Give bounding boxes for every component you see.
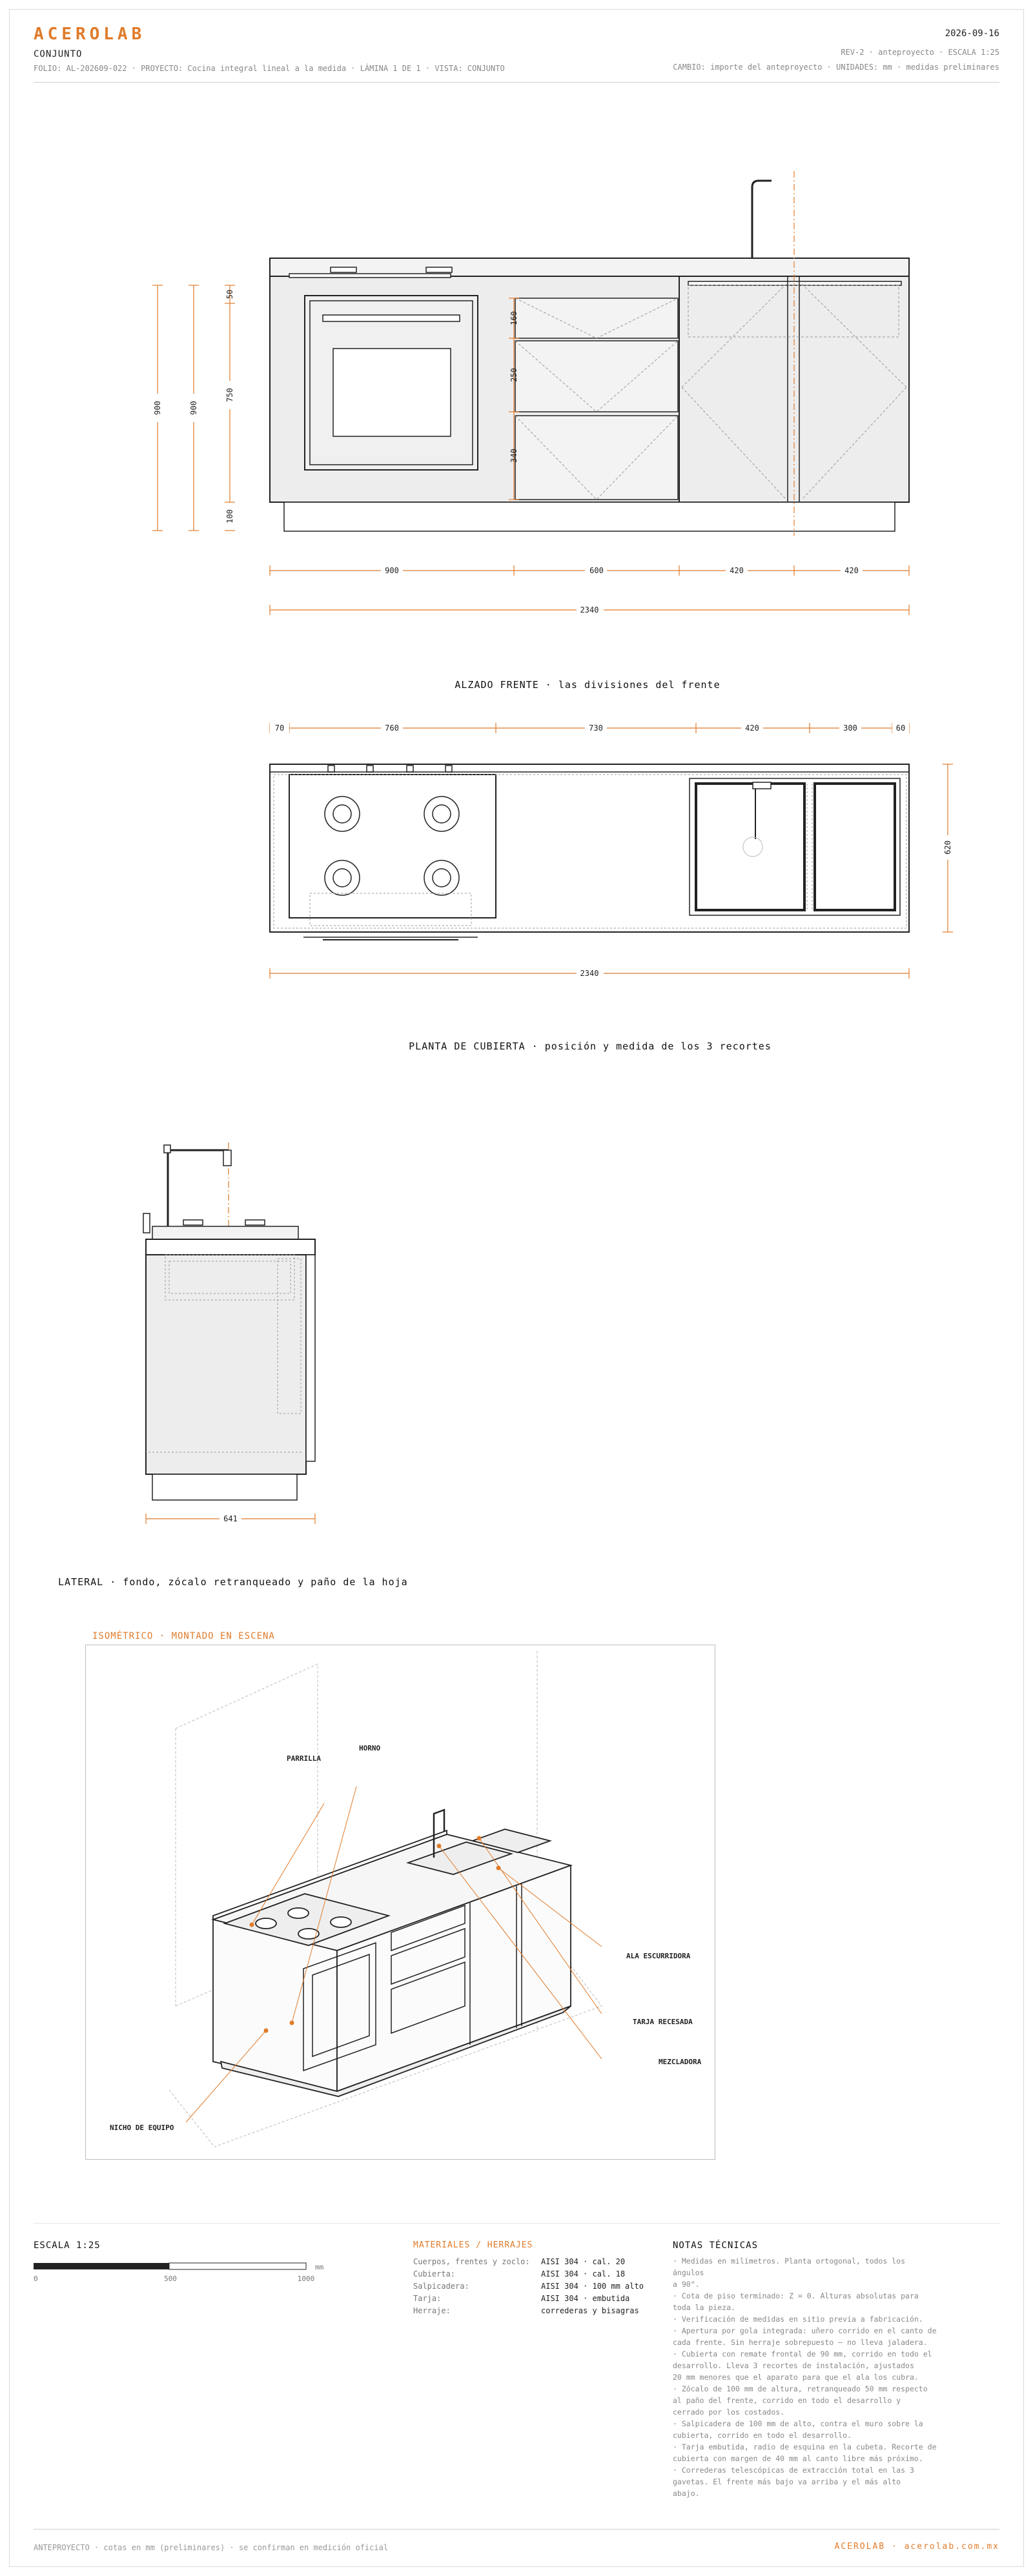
iso-label-parrilla: PARRILLA	[287, 1754, 321, 1763]
note-line: · Cota de piso terminado: Z = 0. Alturas absolutas para	[673, 2291, 919, 2300]
dim-drawer-340: 340	[509, 449, 518, 463]
plan-dim-total: 2340	[580, 969, 599, 978]
note-line: cubierta, corrido en todo el desarrollo.	[673, 2431, 852, 2440]
dim-height-50: 50	[225, 289, 234, 299]
plan-dim-300: 300	[843, 724, 857, 733]
note-line: · Zócalo de 100 mm de altura, retranqueado 50 mm respecto	[673, 2384, 928, 2393]
note-line: · Tarja embutida, radio de esquina en la cubeta. Recorte de	[673, 2442, 937, 2451]
plan-dim-730: 730	[589, 724, 603, 733]
footer-divider	[34, 2529, 999, 2530]
scale-title: ESCALA 1:25	[34, 2240, 101, 2251]
notes-list	[673, 2255, 937, 2499]
header-divider	[34, 82, 999, 83]
iso-label-ala: ALA ESCURRIDORA	[626, 1952, 691, 1960]
plan-view-drawing	[0, 710, 1033, 994]
iso-label-tarja: TARJA RECESADA	[633, 2018, 693, 2026]
footer-top-divider	[34, 2223, 999, 2224]
dim-width-600: 600	[589, 566, 604, 575]
dim-drawer-250: 250	[509, 368, 518, 382]
iso-label-mezcladora: MEZCLADORA	[659, 2058, 702, 2066]
iso-drawing	[85, 1645, 715, 2160]
note-line: cubierta con margen de 40 mm al canto libre más próximo.	[673, 2454, 923, 2463]
note-line: · Medidas en milímetros. Planta ortogonal, todos los ángulos	[673, 2257, 906, 2277]
plan-dim-70: 70	[274, 724, 285, 733]
dim-total-width: 2340	[580, 605, 599, 614]
plan-dim-60: 60	[895, 724, 906, 733]
note-line: · Cubierta con remate frontal de 90 mm, corrido en todo el	[673, 2349, 932, 2358]
plan-caption: PLANTA DE CUBIERTA · posición y medida de los 3 recortes	[409, 1040, 772, 1052]
plan-dim-760: 760	[385, 724, 399, 733]
issue-date: 2026-09-16	[945, 28, 999, 39]
dim-drawer-160: 160	[509, 311, 518, 325]
dim-width-420-b: 420	[844, 566, 859, 575]
iso-label-nicho: NICHO DE EQUIPO	[110, 2124, 174, 2132]
note-line: · Salpicadera de 100 mm de alto, contra el muro sobre la	[673, 2419, 923, 2428]
plan-dim-420: 420	[745, 724, 759, 733]
scale-bar	[34, 2259, 369, 2285]
note-line: · Correderas telescópicas de extracción total en las 3	[673, 2466, 914, 2475]
revision-line: REV-2 · anteproyecto · ESCALA 1:25	[841, 48, 999, 57]
front-elevation-caption: ALZADO FRENTE · las divisiones del frente	[455, 679, 721, 691]
dim-height-900-b: 900	[189, 401, 198, 415]
dim-width-420-a: 420	[730, 566, 744, 575]
side-caption: LATERAL · fondo, zócalo retranqueado y paño de la hoja	[58, 1576, 408, 1588]
dim-width-900: 900	[385, 566, 399, 575]
scale-tick-0: 0	[34, 2275, 38, 2283]
note-line: abajo.	[673, 2489, 700, 2498]
note-line: a 90°.	[673, 2280, 700, 2289]
note-line: al paño del frente, corrido en todo el desarrollo y	[673, 2396, 901, 2405]
note-line: gavetas. El frente más bajo va arriba y el más alto	[673, 2477, 901, 2486]
iso-title: ISOMÉTRICO · MONTADO EN ESCENA	[92, 1631, 275, 1641]
front-elevation-drawing	[0, 161, 1033, 626]
notes-title: NOTAS TÉCNICAS	[673, 2240, 759, 2251]
footer-disclaimer: ANTEPROYECTO · cotas en mm (preliminares) · se confirman en medición oficial	[34, 2543, 389, 2552]
note-line: 20 mm menores que el aparato para que el ala los cubra.	[673, 2373, 919, 2382]
dim-height-900-a: 900	[153, 401, 162, 415]
note-line: cerrado por los costados.	[673, 2408, 785, 2417]
iso-label-horno: HORNO	[359, 1744, 381, 1752]
note-line: · Verificación de medidas en sitio previa a fabricación.	[673, 2315, 923, 2324]
note-line: · Apertura por gola integrada: uñero corrido en el canto de	[673, 2326, 937, 2335]
note-line: desarrollo. Lleva 3 recortes de instalación, ajustados	[673, 2361, 914, 2370]
scale-tick-500: 500	[164, 2275, 177, 2283]
change-line: CAMBIO: importe del anteproyecto · UNIDADES: mm · medidas preliminares	[673, 63, 999, 72]
note-line: cada frente. Sin herraje sobrepuesto — no lleva jaladera.	[673, 2338, 928, 2347]
side-dim-depth: 641	[223, 1514, 238, 1523]
footer-brand-link[interactable]: ACEROLAB · acerolab.com.mx	[834, 2542, 999, 2551]
sheet-name: CONJUNTO	[34, 49, 83, 59]
note-line: toda la pieza.	[673, 2303, 735, 2312]
scale-tick-1000: 1000	[297, 2275, 315, 2283]
side-view-drawing	[0, 1136, 387, 1536]
scale-unit: mm	[315, 2263, 324, 2271]
dim-height-100: 100	[225, 509, 234, 523]
dim-height-750: 750	[225, 388, 234, 402]
folio-line: FOLIO: AL-202609-022 · PROYECTO: Cocina integral lineal a la medida · LÁMINA 1 DE 1 · VISTA: CONJUNTO	[34, 64, 505, 73]
plan-dim-depth: 620	[943, 840, 952, 855]
materials-title: MATERIALES / HERRAJES	[413, 2240, 533, 2250]
brand-logo: ACEROLAB	[34, 25, 146, 44]
